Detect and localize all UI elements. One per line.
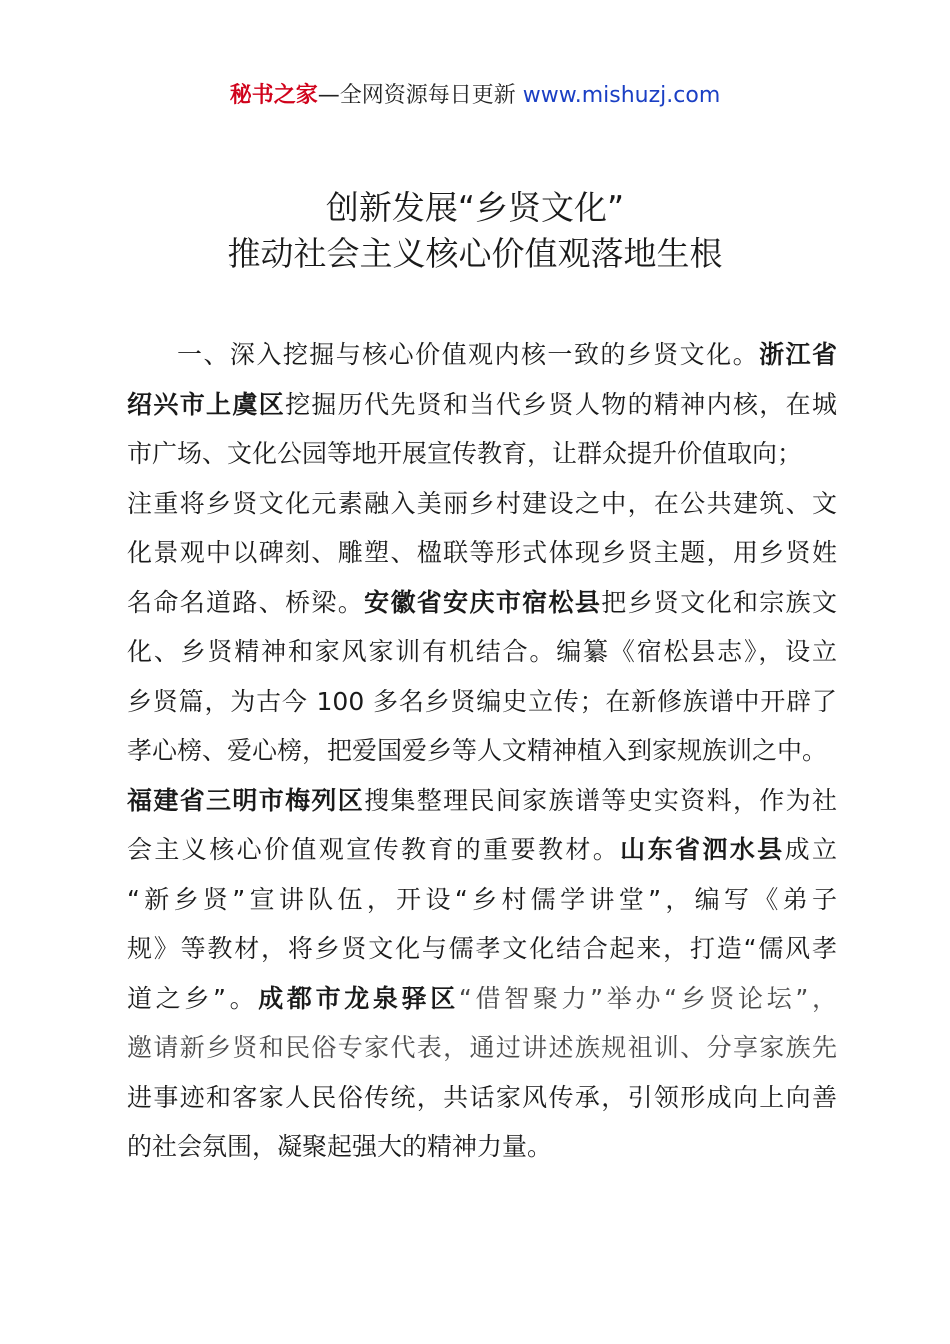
bold-place-name: 山东省泗水县 [620,835,785,864]
body-text-span: 孝心榜、爱心榜，把爱国爱乡等人文精神植入到家规族训之中。 [127,736,828,765]
body-text-span: 挖掘历代先贤和当代乡贤人物的精神内核，在城 [285,389,837,419]
body-line [127,479,837,529]
body-text-span: 邀请新乡贤和民俗专家代表，通过讲述族规祖训、分享家族先 [127,1033,837,1062]
body-text-span: 把乡贤文化和宗族文 [601,587,837,617]
body-line [127,627,837,677]
body-line [127,1023,837,1073]
body-text-span: 会主义核心价值观宣传教育的重要教材。 [127,835,621,864]
brand-name: 秘书之家 [229,83,318,108]
body-line [127,1122,837,1172]
body-text-span: 搜集整理民间家族谱等史实资料，作为社 [364,785,837,815]
site-slogan: —全网资源每日更新 [317,83,523,108]
body-text-span: 名命名道路、桥梁。 [127,587,365,617]
bold-place-name: 福建省三明市梅列区 [127,785,365,815]
body-line [127,380,837,430]
document-title [0,185,950,277]
bold-place-name: 成都市龙泉驿区 [258,983,459,1013]
site-header [0,80,950,112]
site-url-link[interactable]: www.mishuzj.com [522,83,721,108]
body-text-span: 化景观中以碑刻、雕塑、楹联等形式体现乡贤主题，用乡贤姓 [127,538,837,567]
bold-place-name: 绍兴市上虞区 [127,389,286,419]
body-text-span: 成立 [784,835,837,864]
body-line [127,974,837,1024]
body-line [127,825,837,875]
bold-place-name: 安徽省安庆市宿松县 [364,587,602,617]
body-text-span: 市广场、文化公园等地开展宣传教育，让群众提升价值取向； [127,439,803,468]
body-line [127,875,837,925]
body-text-span: 乡贤篇，为古今 100 多名乡贤编史立传；在新修族谱中开辟了 [127,686,837,716]
body-text-span: 化、乡贤精神和家风家训有机结合。编纂《宿松县志》，设立 [127,637,837,666]
bold-place-name: 浙江省 [759,340,837,369]
document-body [127,330,837,1172]
body-line [127,726,837,776]
body-text-span: “新乡贤”宣讲队伍，开设“乡村儒学讲堂”，编写《弟子 [127,884,837,914]
body-text-span: 的社会氛围，凝聚起强大的精神力量。 [127,1132,553,1161]
body-line [127,528,837,578]
body-line [127,429,837,479]
body-text-span: 注重将乡贤文化元素融入美丽乡村建设之中，在公共建筑、文 [127,488,837,518]
body-text-span: “借智聚力”举办“乡贤论坛”， [458,983,837,1013]
body-line [127,924,837,974]
body-text-span: 进事迹和客家人民俗传统，共话家风传承，引领形成向上向善 [127,1082,837,1112]
title-line-1: 创新发展“乡贤文化” [325,188,625,227]
body-line [127,776,837,826]
body-line [127,578,837,628]
body-line [127,1073,837,1123]
body-text-span: 规》等教材，将乡贤文化与儒孝文化结合起来，打造“儒风孝 [127,934,837,963]
body-text-span: 道之乡”。 [127,983,259,1013]
body-line [127,677,837,727]
body-line [127,330,837,380]
title-line-2: 推动社会主义核心价值观落地生根 [227,234,723,273]
body-text-span: 一、深入挖掘与核心价值观内核一致的乡贤文化。 [177,340,760,369]
